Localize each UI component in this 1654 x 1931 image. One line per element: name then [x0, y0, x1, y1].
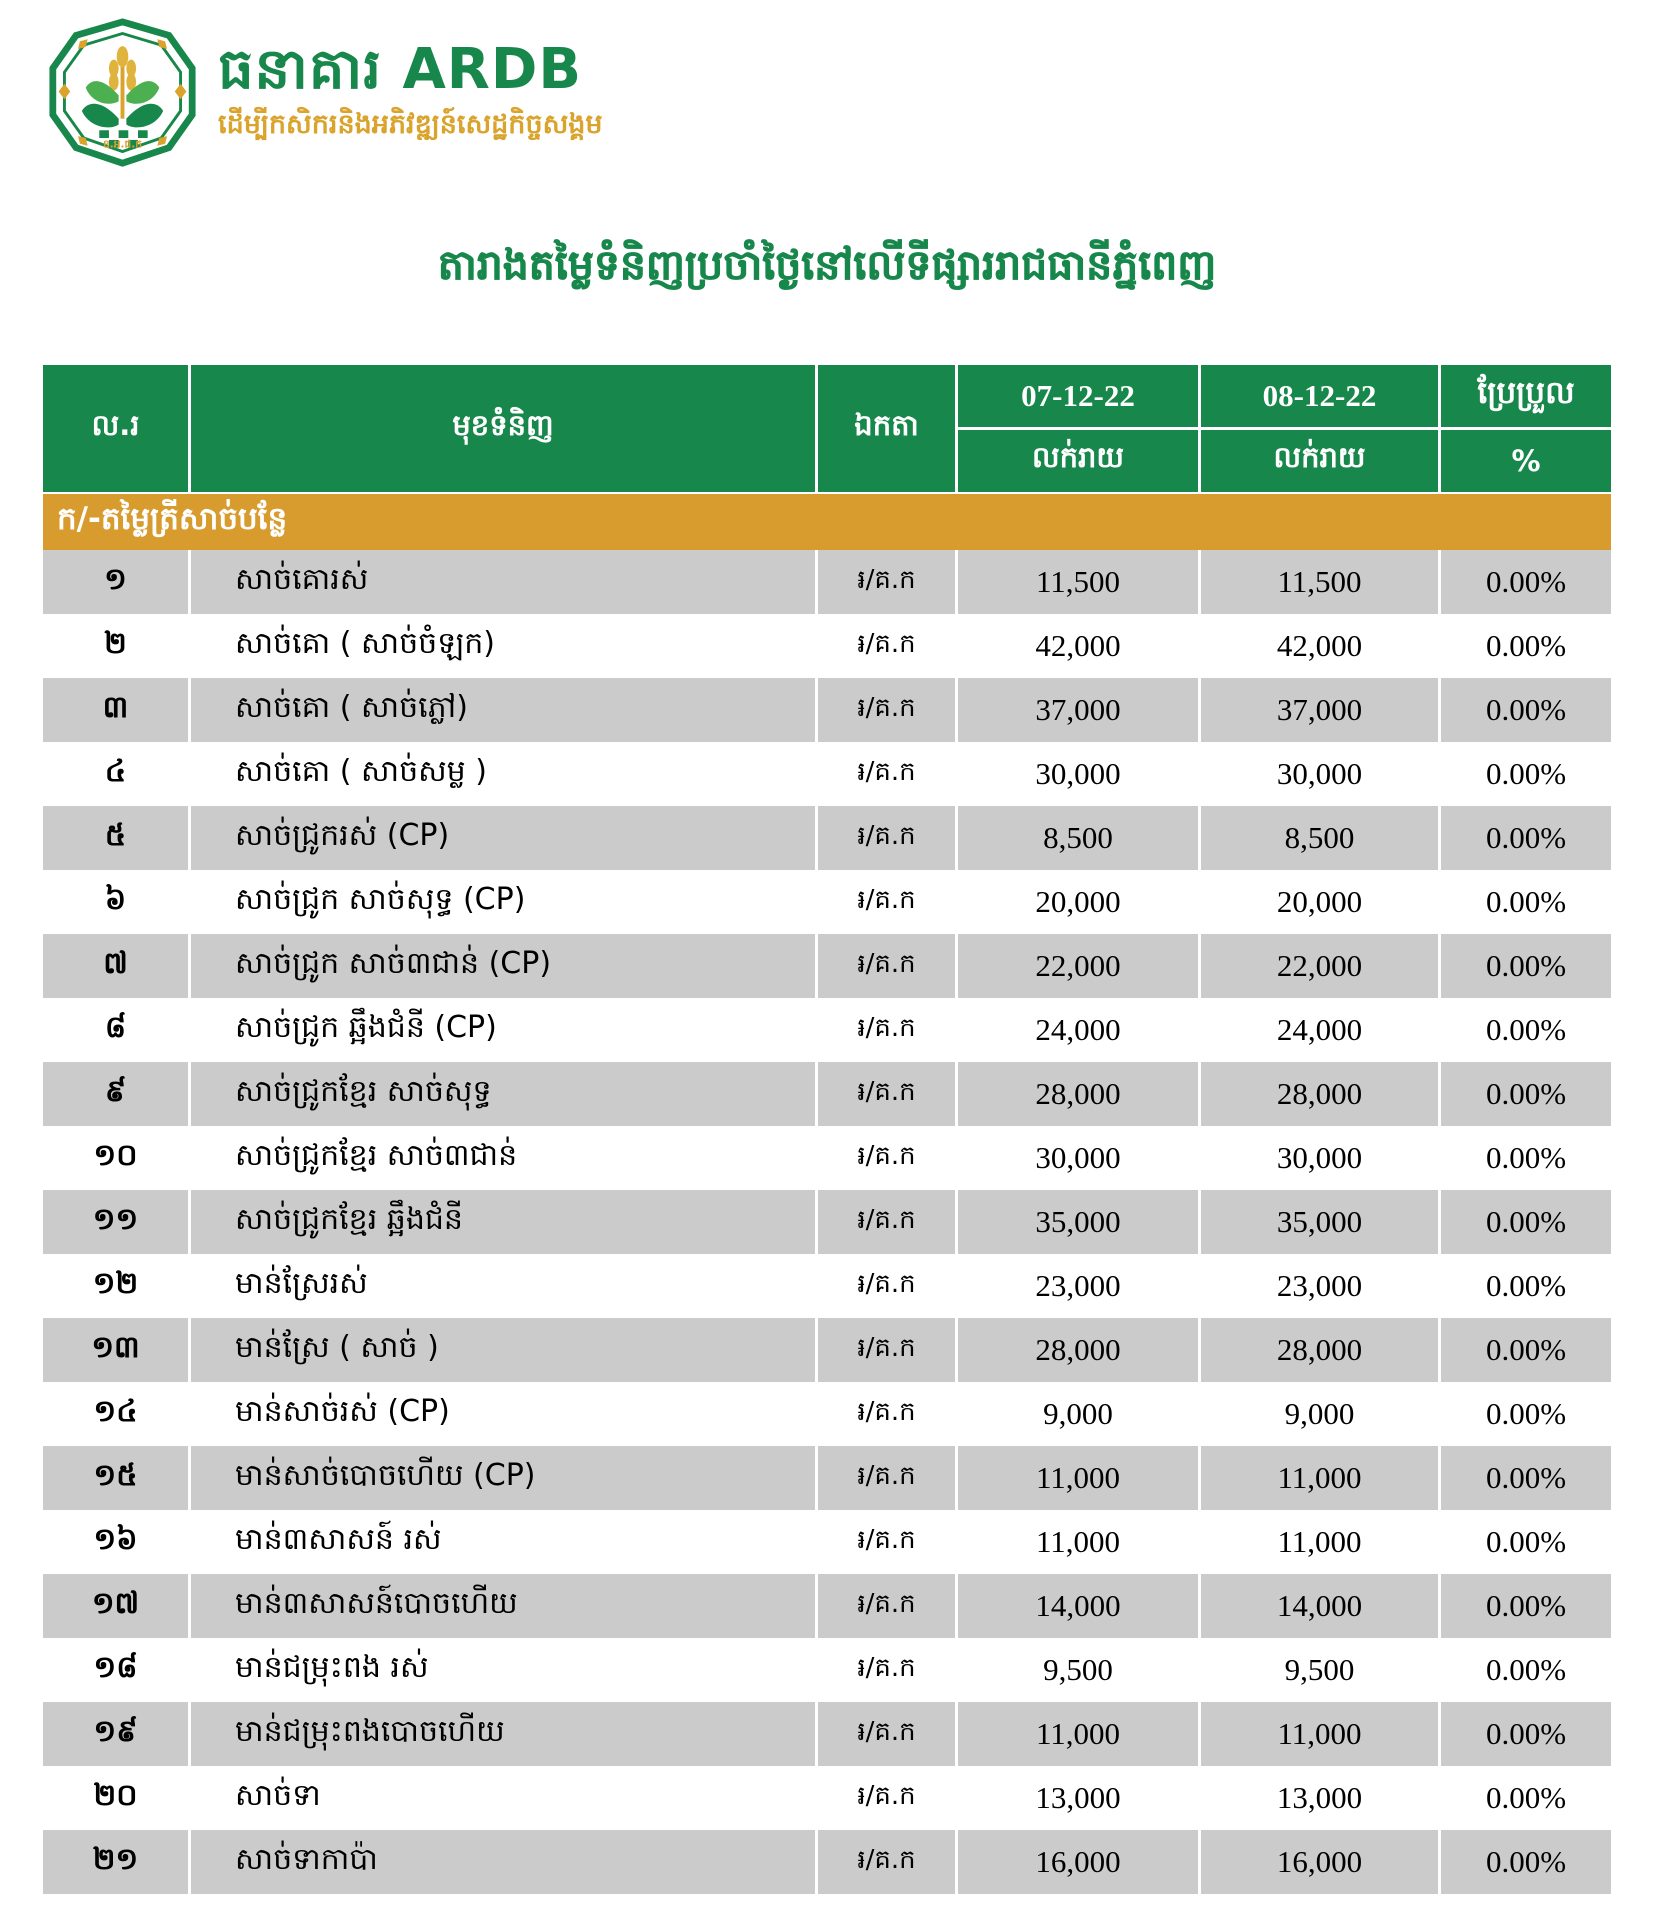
- row-number: ៨: [43, 998, 191, 1062]
- price-08-12-22: 11,000: [1201, 1446, 1441, 1510]
- price-08-12-22: 9,000: [1201, 1382, 1441, 1446]
- product-name: មាន់សាច់បោចហើយ (CP): [191, 1446, 818, 1510]
- table-row: [43, 550, 1611, 614]
- price-08-12-22: 11,000: [1201, 1510, 1441, 1574]
- unit: ៛/គ.ក: [818, 1126, 958, 1190]
- price-08-12-22: 13,000: [1201, 1766, 1441, 1830]
- change-percent: 0.00%: [1441, 742, 1611, 806]
- header-date2: 08-12-22: [1201, 365, 1438, 430]
- change-percent: 0.00%: [1441, 1830, 1611, 1894]
- price-08-12-22: 9,500: [1201, 1638, 1441, 1702]
- change-percent: 0.00%: [1441, 934, 1611, 998]
- brand-name: ធនាគារ ARDB: [218, 36, 583, 102]
- table-row: [43, 998, 1611, 1062]
- row-number: ៩: [43, 1062, 191, 1126]
- product-name: សាច់ជ្រូក ឆ្អឹងជំនី (CP): [191, 998, 818, 1062]
- change-percent: 0.00%: [1441, 614, 1611, 678]
- table-row: [43, 934, 1611, 998]
- unit: ៛/គ.ក: [818, 1830, 958, 1894]
- price-07-12-22: 8,500: [958, 806, 1201, 870]
- brand-text: [218, 36, 603, 148]
- unit: ៛/គ.ក: [818, 742, 958, 806]
- table-row: [43, 1190, 1611, 1254]
- price-07-12-22: 14,000: [958, 1574, 1201, 1638]
- change-percent: 0.00%: [1441, 1766, 1611, 1830]
- price-07-12-22: 37,000: [958, 678, 1201, 742]
- price-07-12-22: 28,000: [958, 1062, 1201, 1126]
- row-number: ៤: [43, 742, 191, 806]
- price-08-12-22: 30,000: [1201, 1126, 1441, 1190]
- table-row: [43, 870, 1611, 934]
- table-row: [43, 1830, 1611, 1894]
- header-unit: ឯកតា: [818, 365, 958, 492]
- table-row: [43, 1766, 1611, 1830]
- row-number: ២១: [43, 1830, 191, 1894]
- change-percent: 0.00%: [1441, 806, 1611, 870]
- ardb-logo-icon: [45, 18, 200, 168]
- row-number: ២០: [43, 1766, 191, 1830]
- row-number: ១៧: [43, 1574, 191, 1638]
- change-percent: 0.00%: [1441, 1510, 1611, 1574]
- price-07-12-22: 16,000: [958, 1830, 1201, 1894]
- price-07-12-22: 13,000: [958, 1766, 1201, 1830]
- product-name: សាច់ទាកាប៉ា: [191, 1830, 818, 1894]
- row-number: ២: [43, 614, 191, 678]
- product-name: សាច់គោ ( សាច់សម្ល ): [191, 742, 818, 806]
- table-row: [43, 1510, 1611, 1574]
- row-number: ៧: [43, 934, 191, 998]
- unit: ៛/គ.ក: [818, 1254, 958, 1318]
- price-08-12-22: 20,000: [1201, 870, 1441, 934]
- product-name: សាច់គោ ( សាច់ចំឡក): [191, 614, 818, 678]
- header-no: ល.រ: [43, 365, 191, 492]
- table-row: [43, 1574, 1611, 1638]
- product-name: សាច់ទា: [191, 1766, 818, 1830]
- unit: ៛/គ.ក: [818, 1062, 958, 1126]
- header-date1: 07-12-22: [958, 365, 1198, 430]
- header-date1-group: [958, 365, 1201, 492]
- product-name: សាច់ជ្រូកខ្មែរ សាច់៣ជាន់: [191, 1126, 818, 1190]
- unit: ៛/គ.ក: [818, 1574, 958, 1638]
- product-name: មាន់៣សាសន៍បោចហើយ: [191, 1574, 818, 1638]
- emblem-caption: ឧ.អ.ជ.ក: [102, 137, 143, 151]
- price-08-12-22: 24,000: [1201, 998, 1441, 1062]
- product-name: សាច់គោរស់: [191, 550, 818, 614]
- unit: ៛/គ.ក: [818, 870, 958, 934]
- header-percent: %: [1511, 444, 1541, 478]
- row-number: ១: [43, 550, 191, 614]
- unit: ៛/គ.ក: [818, 1190, 958, 1254]
- price-08-12-22: 42,000: [1201, 614, 1441, 678]
- price-07-12-22: 20,000: [958, 870, 1201, 934]
- price-07-12-22: 11,000: [958, 1446, 1201, 1510]
- row-number: ៥: [43, 806, 191, 870]
- change-percent: 0.00%: [1441, 1574, 1611, 1638]
- price-07-12-22: 28,000: [958, 1318, 1201, 1382]
- unit: ៛/គ.ក: [818, 1702, 958, 1766]
- row-number: ១១: [43, 1190, 191, 1254]
- unit: ៛/គ.ក: [818, 614, 958, 678]
- product-name: សាច់ជ្រូក សាច់៣ជាន់ (CP): [191, 934, 818, 998]
- product-name: សាច់ជ្រូក សាច់សុទ្ធ (CP): [191, 870, 818, 934]
- unit: ៛/គ.ក: [818, 1318, 958, 1382]
- product-name: មាន់ស្រែ ( សាច់ ): [191, 1318, 818, 1382]
- row-number: ៦: [43, 870, 191, 934]
- product-name: មាន់សាច់រស់ (CP): [191, 1382, 818, 1446]
- change-percent: 0.00%: [1441, 870, 1611, 934]
- change-percent: 0.00%: [1441, 1382, 1611, 1446]
- row-number: ១៨: [43, 1638, 191, 1702]
- table-row: [43, 1318, 1611, 1382]
- unit: ៛/គ.ក: [818, 1766, 958, 1830]
- table-row: [43, 1062, 1611, 1126]
- table-row: [43, 806, 1611, 870]
- price-07-12-22: 11,000: [958, 1510, 1201, 1574]
- price-08-12-22: 23,000: [1201, 1254, 1441, 1318]
- product-name: មាន់ស្រែរស់: [191, 1254, 818, 1318]
- price-07-12-22: 24,000: [958, 998, 1201, 1062]
- header-retail1: លក់រាយ: [1031, 440, 1125, 474]
- price-07-12-22: 30,000: [958, 1126, 1201, 1190]
- table-row: [43, 678, 1611, 742]
- unit: ៛/គ.ក: [818, 934, 958, 998]
- change-percent: 0.00%: [1441, 550, 1611, 614]
- row-number: ១៦: [43, 1510, 191, 1574]
- header-retail2: លក់រាយ: [1273, 440, 1366, 474]
- header-change: ប្រែប្រួល: [1441, 365, 1611, 430]
- page-title: តារាងតម្លៃទំនិញប្រចាំថ្ងៃនៅលើទីផ្សាររាជធានីភ្នំពេញ: [437, 241, 1217, 289]
- table-row: [43, 1126, 1611, 1190]
- row-number: ១៣: [43, 1318, 191, 1382]
- change-percent: 0.00%: [1441, 1126, 1611, 1190]
- unit: ៛/គ.ក: [818, 1510, 958, 1574]
- product-name: មាន់៣សាសន៍ រស់: [191, 1510, 818, 1574]
- price-08-12-22: 11,500: [1201, 550, 1441, 614]
- table-row: [43, 1446, 1611, 1510]
- unit: ៛/គ.ក: [818, 550, 958, 614]
- row-number: ១៤: [43, 1382, 191, 1446]
- table-row: [43, 1254, 1611, 1318]
- price-07-12-22: 23,000: [958, 1254, 1201, 1318]
- product-name: សាច់គោ ( សាច់ភ្លៅ): [191, 678, 818, 742]
- price-07-12-22: 42,000: [958, 614, 1201, 678]
- row-number: ១៥: [43, 1446, 191, 1510]
- row-number: ១៩: [43, 1702, 191, 1766]
- change-percent: 0.00%: [1441, 1190, 1611, 1254]
- header-date2-group: [1201, 365, 1441, 492]
- price-08-12-22: 22,000: [1201, 934, 1441, 998]
- product-name: សាច់ជ្រូកខ្មែរ ឆ្អឹងជំនី: [191, 1190, 818, 1254]
- table-body: [43, 550, 1611, 1894]
- price-08-12-22: 30,000: [1201, 742, 1441, 806]
- price-07-12-22: 22,000: [958, 934, 1201, 998]
- unit: ៛/គ.ក: [818, 1638, 958, 1702]
- change-percent: 0.00%: [1441, 1062, 1611, 1126]
- table-row: [43, 1702, 1611, 1766]
- row-number: ១០: [43, 1126, 191, 1190]
- header-change-group: [1441, 365, 1611, 492]
- unit: ៛/គ.ក: [818, 806, 958, 870]
- change-percent: 0.00%: [1441, 998, 1611, 1062]
- price-08-12-22: 35,000: [1201, 1190, 1441, 1254]
- unit: ៛/គ.ក: [818, 998, 958, 1062]
- table-row: [43, 1638, 1611, 1702]
- brand-header: [45, 18, 603, 168]
- table-row: [43, 742, 1611, 806]
- unit: ៛/គ.ក: [818, 1446, 958, 1510]
- change-percent: 0.00%: [1441, 1638, 1611, 1702]
- brand-tagline: ដើម្បីកសិករនិងអភិវឌ្ឍន៍សេដ្ឋកិច្ចសង្គម: [218, 109, 603, 141]
- price-08-12-22: 28,000: [1201, 1318, 1441, 1382]
- change-percent: 0.00%: [1441, 678, 1611, 742]
- product-name: មាន់ជម្រុះពង រស់: [191, 1638, 818, 1702]
- table-row: [43, 614, 1611, 678]
- row-number: ១២: [43, 1254, 191, 1318]
- price-07-12-22: 11,000: [958, 1702, 1201, 1766]
- header-product: មុខទំនិញ: [191, 365, 818, 492]
- table-header: [43, 365, 1611, 492]
- change-percent: 0.00%: [1441, 1446, 1611, 1510]
- price-07-12-22: 9,000: [958, 1382, 1201, 1446]
- price-08-12-22: 37,000: [1201, 678, 1441, 742]
- product-name: សាច់ជ្រូករស់ (CP): [191, 806, 818, 870]
- price-table: [43, 365, 1611, 1894]
- price-08-12-22: 14,000: [1201, 1574, 1441, 1638]
- product-name: មាន់ជម្រុះពងបោចហើយ: [191, 1702, 818, 1766]
- change-percent: 0.00%: [1441, 1254, 1611, 1318]
- table-row: [43, 1382, 1611, 1446]
- price-07-12-22: 30,000: [958, 742, 1201, 806]
- unit: ៛/គ.ក: [818, 1382, 958, 1446]
- price-08-12-22: 8,500: [1201, 806, 1441, 870]
- price-07-12-22: 11,500: [958, 550, 1201, 614]
- price-08-12-22: 28,000: [1201, 1062, 1441, 1126]
- price-07-12-22: 35,000: [958, 1190, 1201, 1254]
- change-percent: 0.00%: [1441, 1318, 1611, 1382]
- section-header: ក/-តម្លៃត្រីសាច់បន្លែ: [43, 494, 1611, 550]
- price-08-12-22: 16,000: [1201, 1830, 1441, 1894]
- price-08-12-22: 11,000: [1201, 1702, 1441, 1766]
- unit: ៛/គ.ក: [818, 678, 958, 742]
- product-name: សាច់ជ្រូកខ្មែរ សាច់សុទ្ធ: [191, 1062, 818, 1126]
- price-07-12-22: 9,500: [958, 1638, 1201, 1702]
- row-number: ៣: [43, 678, 191, 742]
- change-percent: 0.00%: [1441, 1702, 1611, 1766]
